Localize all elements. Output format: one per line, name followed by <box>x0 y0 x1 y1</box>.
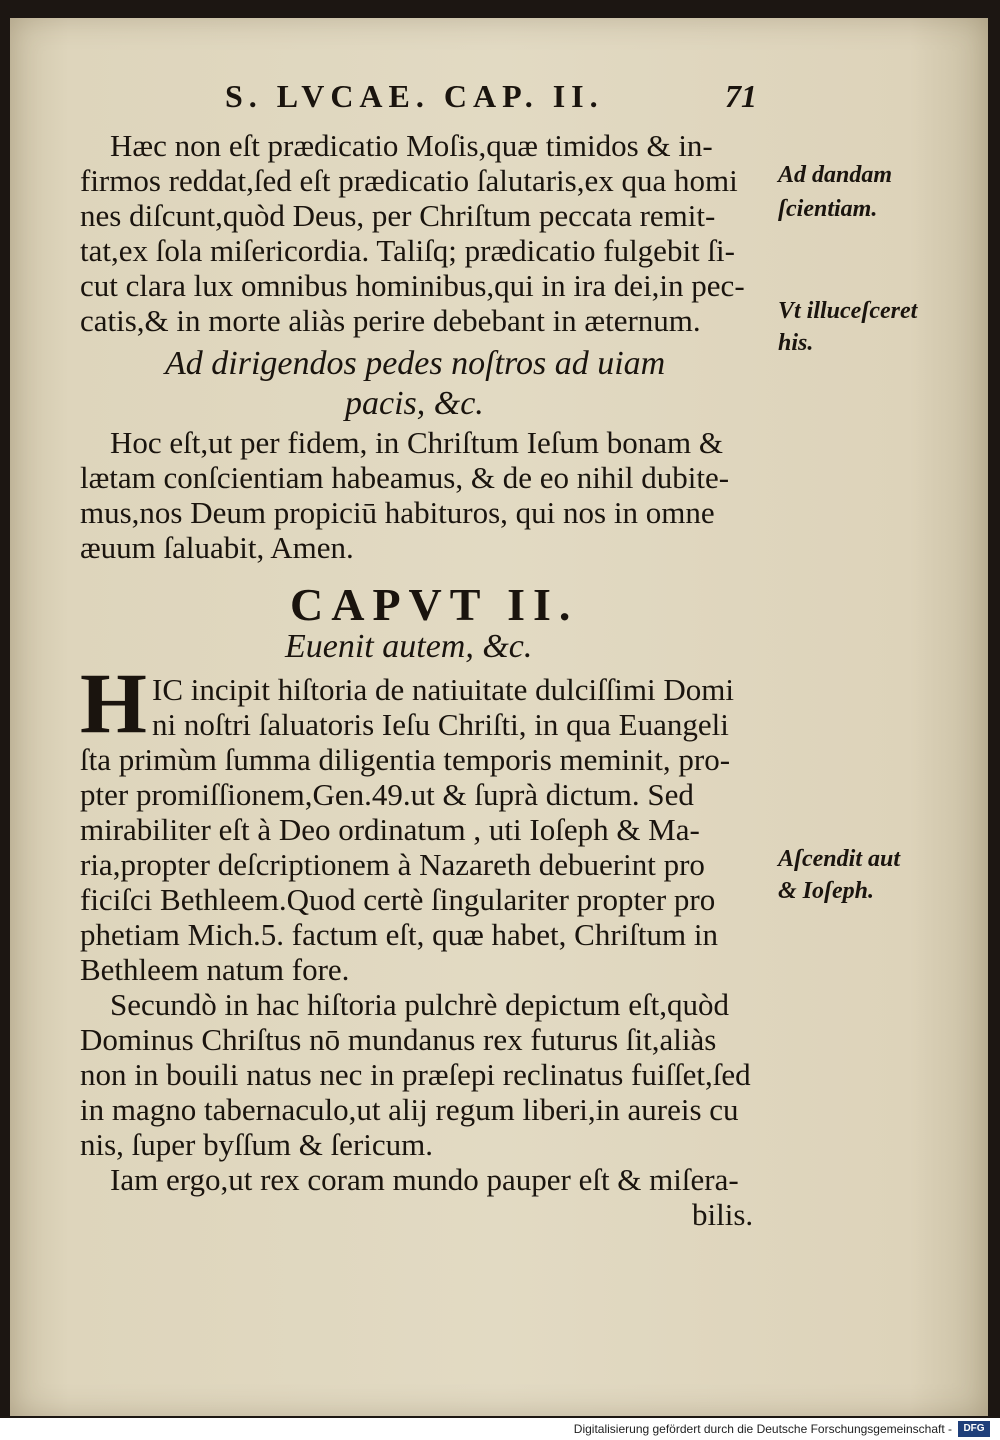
chapter-subtitle: Euenit autem, &c. <box>285 628 533 665</box>
catchword: bilis. <box>692 1197 754 1232</box>
text-line: in magno tabernaculo,ut alij regum liberi,in aureis cu <box>80 1092 739 1127</box>
marginal-note: & Ioſeph. <box>778 878 874 904</box>
text-line: ria,propter deſcriptionem à Nazareth debuerint pro <box>80 847 705 882</box>
running-title: S. LVCAE. CAP. II. <box>225 78 604 114</box>
text-line: nis, ſuper byſſum & ſericum. <box>80 1127 434 1162</box>
text-line: Iam ergo,ut rex coram mundo pauper eſt & miſera- <box>110 1162 739 1197</box>
marginal-note: Ad dandam <box>778 162 893 188</box>
text-line: tat,ex ſola miſericordia. Taliſq; prædicatio fulgebit ſi- <box>80 233 735 268</box>
text-line: ni noſtri ſaluatoris Ieſu Chriſti, in qua Euangeli <box>152 707 729 742</box>
text-line: pter promiſſionem,Gen.49.ut & ſuprà dictum. Sed <box>80 777 694 812</box>
text-line: IC incipit hiſtoria de natiuitate dulciſſimi Domi <box>152 672 735 707</box>
page-number: 71 <box>725 78 757 114</box>
text-line: Secundò in hac hiſtoria pulchrè depictum eſt,quòd <box>110 987 729 1022</box>
text-line: Hæc non eſt prædicatio Moſis,quæ timidos & in- <box>110 128 713 163</box>
verse-heading: pacis, &c. <box>345 385 484 422</box>
text-line: phetiam Mich.5. factum eſt, quæ habet, Chriſtum in <box>80 917 718 952</box>
text-line: Bethleem natum fore. <box>80 952 350 987</box>
text-line: mirabiliter eſt à Deo ordinatum , uti Ioſeph & Ma- <box>80 812 700 847</box>
dfg-logo-icon: DFG <box>958 1421 990 1437</box>
text-line: æuum ſaluabit, Amen. <box>80 530 354 565</box>
marginal-note: Vt illuceſceret <box>778 298 918 324</box>
text-line: cut clara lux omnibus hominibus,qui in ira dei,in pec- <box>80 268 745 303</box>
text-line: ſta primùm ſumma diligentia temporis meminit, pro- <box>80 742 731 777</box>
funding-credit: Digitalisierung gefördert durch die Deutsche Forschungsgemeinschaft - <box>573 1422 952 1436</box>
chapter-title: CAPVT II. <box>290 579 579 630</box>
marginal-note: Aſcendit aut <box>778 846 901 872</box>
text-line: Dominus Chriſtus nō mundanus rex futurus ſit,aliàs <box>80 1022 717 1057</box>
marginal-note: his. <box>778 330 814 356</box>
drop-cap: H <box>80 655 147 751</box>
text-line: nes diſcunt,quòd Deus, per Chriſtum peccata remit- <box>80 198 716 233</box>
marginal-note: ſcientiam. <box>778 196 878 222</box>
text-line: ficiſci Bethleem.Quod certè ſingulariter propter pro <box>80 882 716 917</box>
text-line: Hoc eſt,ut per fidem, in Chriſtum Ieſum bonam & <box>110 425 723 460</box>
verse-heading: Ad dirigendos pedes noſtros ad uiam <box>165 345 666 382</box>
text-line: non in bouili natus nec in præſepi reclinatus fuiſſet,ſed <box>80 1057 751 1092</box>
text-line: catis,& in morte aliàs perire debebant in æternum. <box>80 303 701 338</box>
text-line: mus,nos Deum propiciū habituros, qui nos in omne <box>80 495 715 530</box>
text-line: lætam conſcientiam habeamus, & de eo nihil dubite- <box>80 460 730 495</box>
text-line: firmos reddat,ſed eſt prædicatio ſalutaris,ex qua homi <box>80 163 738 198</box>
